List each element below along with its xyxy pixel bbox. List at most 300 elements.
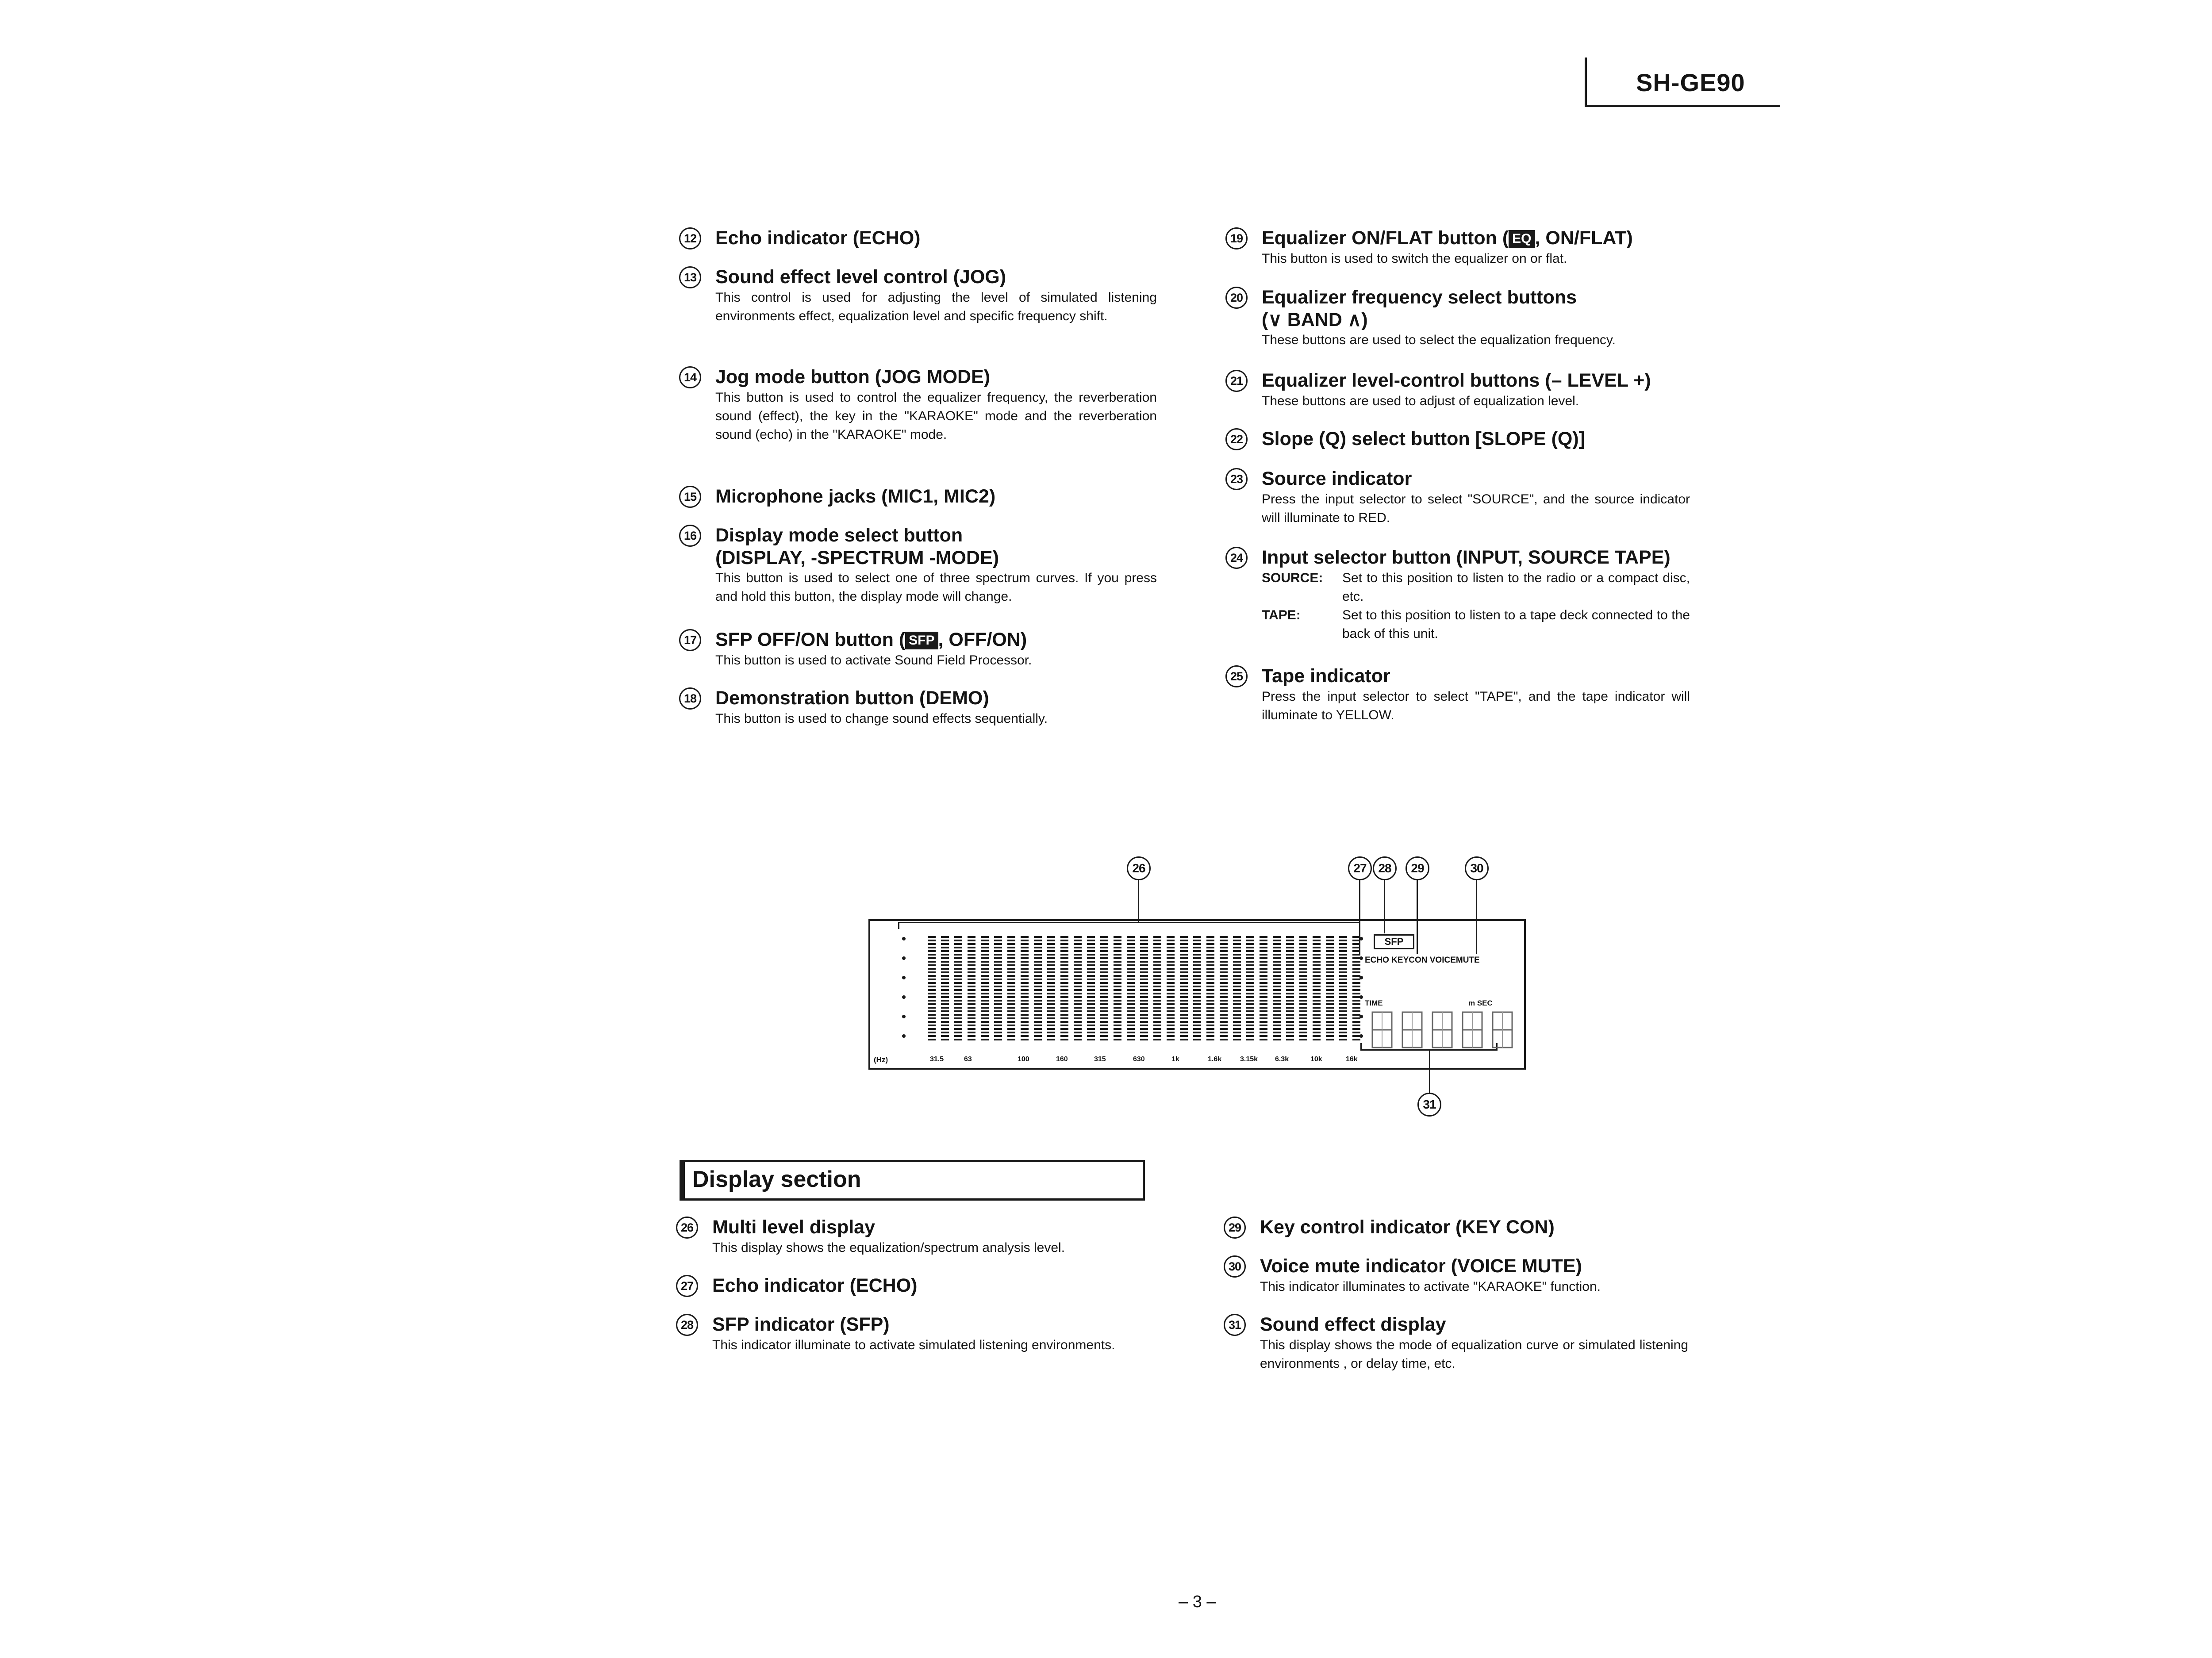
level-segment [1180,1028,1188,1030]
level-segment [1299,957,1307,959]
level-segment [954,982,962,984]
level-segment [1087,950,1095,952]
level-segment [1193,989,1201,991]
level-segment [1047,936,1055,938]
level-segment [1060,971,1068,973]
header-rule-horizontal [1585,105,1780,107]
level-segment [1074,936,1082,938]
level-segment [1339,936,1347,938]
level-segment [994,950,1002,952]
level-segment [1206,1007,1214,1009]
level-segment [968,982,975,984]
level-segment [1167,1007,1175,1009]
item-30 [1224,1255,1688,1296]
level-segment [1193,1014,1201,1016]
level-segment [968,979,975,980]
item-number: 15 [679,486,701,508]
level-segment [941,961,949,963]
level-segment [1167,1032,1175,1033]
level-segment [1021,1025,1029,1026]
level-segment [928,1010,936,1012]
level-segment [1260,996,1267,998]
level-segment [1087,964,1095,966]
item-number: 30 [1224,1255,1246,1278]
level-segment [1326,1000,1334,1002]
eq-key-icon: EQ [1509,230,1535,248]
level-segment [1034,961,1042,963]
level-segment [1193,971,1201,973]
level-segment [1140,1035,1148,1037]
level-segment [954,957,962,959]
level-segment [1193,982,1201,984]
level-segment [1007,961,1015,963]
level-segment [1339,1039,1347,1040]
level-segment [1352,1007,1360,1009]
level-segment [1326,1025,1334,1026]
level-segment [1087,1007,1095,1009]
level-segment [1313,1028,1321,1030]
level-segment [1060,1032,1068,1033]
level-segment [1220,957,1228,959]
level-segment [1100,975,1108,977]
level-segment [1021,957,1029,959]
level-segment [1339,982,1347,984]
level-segment [1286,986,1294,987]
level-segment [1034,971,1042,973]
level-segment [981,950,989,952]
level-segment [1087,1039,1095,1040]
level-segment [968,950,975,952]
level-segment [1047,964,1055,966]
level-dot [1359,995,1363,999]
level-segment [1193,1032,1201,1033]
level-segment [1220,1028,1228,1030]
level-segment [1206,1028,1214,1030]
level-segment [1220,1021,1228,1023]
level-segment [1153,1014,1161,1016]
level-segment [1114,1014,1121,1016]
level-segment [1074,986,1082,987]
item-number: 17 [679,629,701,651]
level-segment [994,1010,1002,1012]
level-segment [968,1021,975,1023]
level-segment [928,1000,936,1002]
level-segment [1034,940,1042,941]
level-segment [1140,1017,1148,1019]
level-segment [928,1039,936,1040]
level-segment [941,971,949,973]
level-segment [1180,986,1188,987]
level-segment [1339,979,1347,980]
definition-term: TAPE: [1262,608,1301,622]
item-21 [1225,369,1690,411]
level-segment [1034,1014,1042,1016]
level-segment [1206,971,1214,973]
level-segment [1007,1028,1015,1030]
level-segment [1326,996,1334,998]
level-segment [1074,1035,1082,1037]
level-segment [1140,989,1148,991]
level-segment [1339,954,1347,956]
level-segment [941,1014,949,1016]
level-segment [1180,1039,1188,1040]
level-segment [1246,1014,1254,1016]
level-segment [1007,1039,1015,1040]
level-segment [954,968,962,970]
level-segment [1273,1007,1281,1009]
level-segment [928,1007,936,1009]
level-segment [1273,989,1281,991]
level-segment [1153,1010,1161,1012]
level-segment [1100,940,1108,941]
item-number: 26 [676,1217,698,1239]
level-segment [1206,1010,1214,1012]
level-segment [981,979,989,980]
level-segment [1074,1014,1082,1016]
level-segment [928,968,936,970]
level-segment [1047,1010,1055,1012]
level-segment [1074,982,1082,984]
level-segment [1034,950,1042,952]
level-segment [1326,1035,1334,1037]
item-title: Equalizer level-control buttons (– LEVEL +) [1262,370,1651,391]
level-segment [981,1032,989,1033]
level-segment [994,968,1002,970]
level-segment [1339,996,1347,998]
level-segment [1034,1010,1042,1012]
level-segment [1060,940,1068,941]
level-segment [928,979,936,980]
level-segment [1047,1014,1055,1016]
level-dot [1359,1015,1363,1018]
level-segment [1087,971,1095,973]
level-segment [1127,986,1135,987]
frequency-label: 1k [1171,1055,1179,1063]
level-segment [1313,1039,1321,1040]
level-segment [1167,1025,1175,1026]
level-segment [968,957,975,959]
level-segment [1326,1021,1334,1023]
level-segment [1339,993,1347,994]
level-segment [981,996,989,998]
item-title: Multi level display [712,1217,875,1238]
level-segment [1193,961,1201,963]
level-segment [941,1000,949,1002]
level-segment [1060,993,1068,994]
level-segment [1021,979,1029,980]
level-segment [1047,975,1055,977]
level-segment [1074,954,1082,956]
level-segment [1047,1025,1055,1026]
level-segment [1074,1025,1082,1026]
level-segment [1100,1014,1108,1016]
level-segment [1021,968,1029,970]
level-segment [1352,954,1360,956]
level-segment [1286,936,1294,938]
level-segment [1153,940,1161,941]
level-segment [1180,1017,1188,1019]
level-segment [1127,989,1135,991]
level-segment [1060,954,1068,956]
level-segment [1233,957,1241,959]
level-segment [1074,996,1082,998]
page-number: – 3 – [1179,1593,1216,1611]
level-segment [1087,1032,1095,1033]
level-segment [1047,971,1055,973]
level-segment [954,1039,962,1040]
level-segment [1206,1035,1214,1037]
item-number: 31 [1224,1314,1246,1336]
level-segment [1180,971,1188,973]
level-segment [1153,996,1161,998]
level-segment [1180,979,1188,980]
level-segment [994,1028,1002,1030]
level-dot [1359,956,1363,960]
level-segment [1299,1028,1307,1030]
level-segment [1273,943,1281,945]
item-31 [1224,1313,1688,1373]
level-segment [1286,989,1294,991]
level-segment [1100,961,1108,963]
level-segment [1246,1035,1254,1037]
level-segment [994,1014,1002,1016]
level-segment [1140,936,1148,938]
level-segment [1339,957,1347,959]
level-segment [1140,996,1148,998]
level-segment [1087,936,1095,938]
level-segment [994,986,1002,987]
level-segment [1087,982,1095,984]
level-segment [1193,1035,1201,1037]
level-segment [1047,947,1055,948]
item-number: 24 [1225,547,1248,569]
level-segment [1299,943,1307,945]
level-segment [1260,975,1267,977]
callout-30: 30 [1465,856,1489,880]
level-segment [1246,1000,1254,1002]
level-segment [968,1003,975,1005]
level-segment [1140,957,1148,959]
level-segment [1313,1017,1321,1019]
level-segment [1299,1025,1307,1026]
level-segment [1193,996,1201,998]
level-segment [981,1025,989,1026]
level-segment [1220,1003,1228,1005]
item-title: Sound effect level control (JOG) [715,266,1006,288]
level-segment [1206,964,1214,966]
item-title: SFP OFF/ON button ( SFP , OFF/ON) [715,629,1027,650]
level-segment [981,936,989,938]
level-segment [1206,957,1214,959]
item-19 [1225,226,1690,268]
level-segment [941,1017,949,1019]
level-segment [1246,964,1254,966]
level-segment [1260,1039,1267,1040]
level-segment [1127,1028,1135,1030]
level-segment [1021,943,1029,945]
callout-31: 31 [1417,1093,1441,1117]
level-segment [1273,940,1281,941]
level-segment [1260,954,1267,956]
level-segment [1286,1021,1294,1023]
level-segment [1193,1007,1201,1009]
level-segment [1286,954,1294,956]
level-segment [1220,1032,1228,1033]
level-segment [1220,964,1228,966]
level-segment [1260,961,1267,963]
level-segment [1299,936,1307,938]
level-segment [1273,1039,1281,1040]
item-body: Press the input selector to select "TAPE", and the tape indicator will illuminate to YELLOW. [1262,689,1690,722]
level-segment [1087,1025,1095,1026]
level-segment [1193,1017,1201,1019]
level-segment [941,950,949,952]
callout-27: 27 [1348,856,1372,880]
item-title: Echo indicator (ECHO) [712,1275,918,1296]
level-segment [1299,996,1307,998]
level-segment [1180,1007,1188,1009]
level-segment [1352,961,1360,963]
level-segment [1273,975,1281,977]
level-segment [1286,940,1294,941]
level-segment [1140,982,1148,984]
level-segment [1339,986,1347,987]
level-segment [1246,1007,1254,1009]
level-segment [1193,986,1201,987]
level-segment [1273,957,1281,959]
level-segment [1193,975,1201,977]
item-title: Equalizer ON/FLAT button ( EQ , ON/FLAT) [1262,227,1633,249]
level-segment [1339,1028,1347,1030]
level-segment [1206,989,1214,991]
level-segment [1326,954,1334,956]
level-segment [968,943,975,945]
level-segment [1313,1021,1321,1023]
item-20 [1225,286,1690,349]
level-segment [994,1017,1002,1019]
frequency-label: 16k [1346,1055,1358,1063]
level-segment [994,964,1002,966]
item-number: 27 [676,1275,698,1297]
level-segment [1286,1014,1294,1016]
level-segment [1127,993,1135,994]
level-segment [941,982,949,984]
level-segment [1167,1039,1175,1040]
level-segment [1034,1000,1042,1002]
level-segment [1167,971,1175,973]
level-segment [1021,996,1029,998]
level-segment [1167,982,1175,984]
level-segment [1352,947,1360,948]
level-segment [1273,961,1281,963]
level-segment [928,986,936,987]
level-segment [1153,989,1161,991]
level-segment [1007,940,1015,941]
level-segment [1220,986,1228,987]
level-segment [1114,993,1121,994]
level-segment [1114,957,1121,959]
level-segment [1339,1035,1347,1037]
level-segment [1260,957,1267,959]
level-segment [1127,950,1135,952]
level-segment [1114,975,1121,977]
item-number: 19 [1225,227,1248,249]
level-segment [928,996,936,998]
item-22 [1225,427,1690,450]
level-segment [1352,982,1360,984]
callout-26: 26 [1127,856,1151,880]
level-segment [1127,1039,1135,1040]
level-segment [1180,954,1188,956]
level-segment [954,943,962,945]
level-segment [1286,1028,1294,1030]
header-rule-vertical [1585,58,1587,107]
level-segment [1021,1010,1029,1012]
level-segment [1007,979,1015,980]
level-segment [1339,1017,1347,1019]
level-segment [1047,950,1055,952]
level-segment [1260,1000,1267,1002]
level-segment [1087,954,1095,956]
level-segment [1299,1014,1307,1016]
level-segment [1100,950,1108,952]
item-24 [1225,546,1690,643]
level-segment [1127,954,1135,956]
level-segment [1299,1039,1307,1040]
level-segment [1140,1014,1148,1016]
level-segment [1114,1025,1121,1026]
level-segment [1167,1000,1175,1002]
level-segment [968,1025,975,1026]
level-segment [1220,1014,1228,1016]
level-segment [968,1028,975,1030]
level-segment [1313,957,1321,959]
level-segment [1273,1003,1281,1005]
level-segment [981,989,989,991]
level-segment [1167,957,1175,959]
level-segment [1326,943,1334,945]
level-segment [1100,957,1108,959]
level-segment [994,971,1002,973]
level-segment [1007,986,1015,987]
level-segment [1352,1039,1360,1040]
level-segment [1313,979,1321,980]
level-segment [1114,947,1121,948]
level-segment [1034,957,1042,959]
level-segment [1100,1003,1108,1005]
level-segment [1060,950,1068,952]
level-segment [994,1021,1002,1023]
level-segment [1114,961,1121,963]
level-segment [1167,996,1175,998]
level-segment [1299,993,1307,994]
level-segment [954,993,962,994]
level-segment [928,1017,936,1019]
level-segment [1313,968,1321,970]
level-segment [1047,1003,1055,1005]
level-segment [1100,996,1108,998]
level-segment [968,940,975,941]
level-segment [1127,1032,1135,1033]
level-segment [1127,1014,1135,1016]
level-segment [1352,1003,1360,1005]
level-segment [1167,943,1175,945]
level-segment [994,961,1002,963]
level-segment [981,964,989,966]
level-segment [968,1032,975,1033]
level-segment [1233,936,1241,938]
level-segment [1193,993,1201,994]
